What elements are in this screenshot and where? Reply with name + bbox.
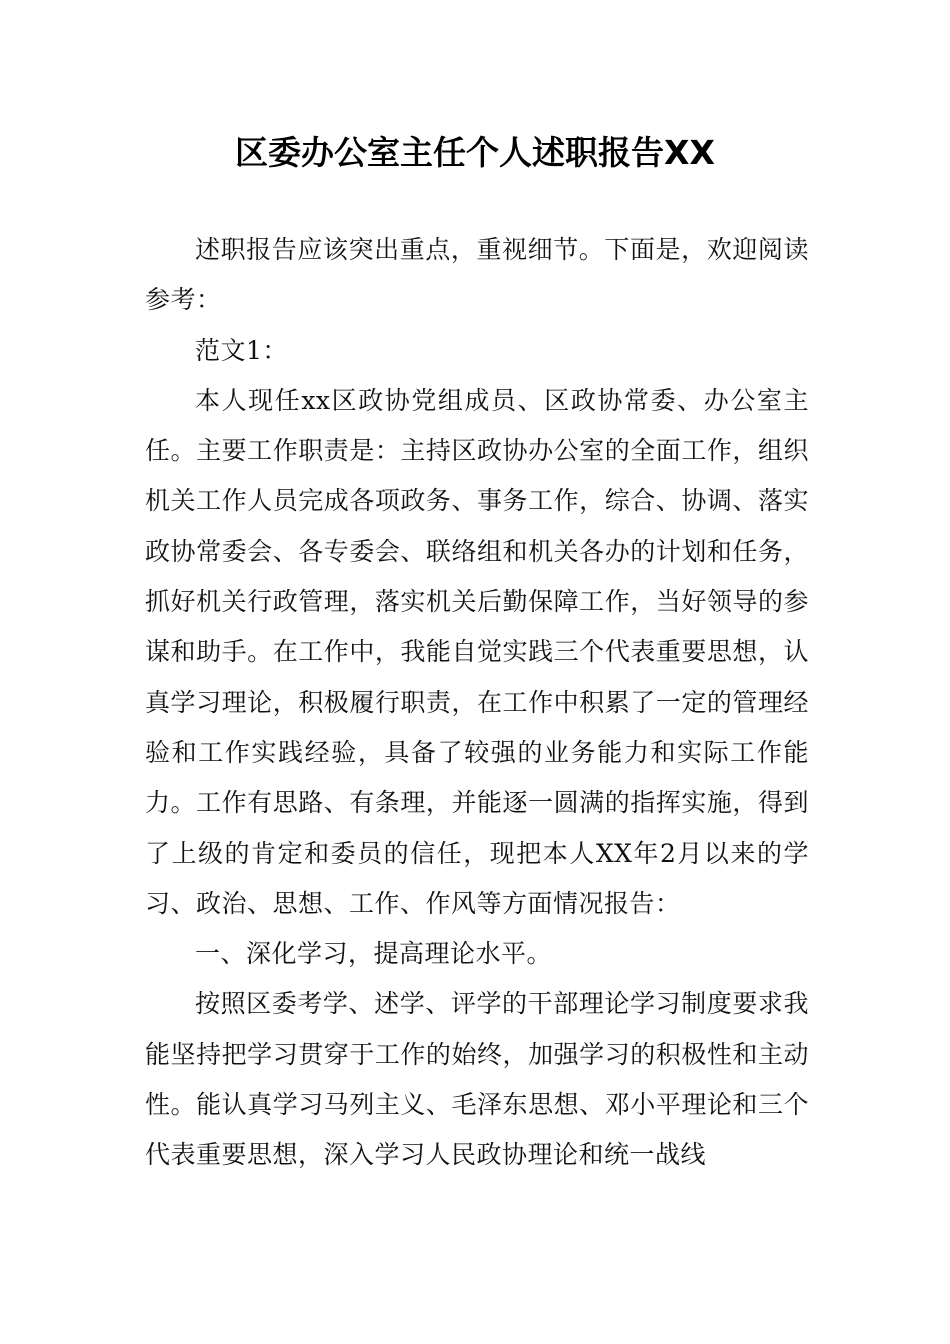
sample-heading: 范文1： [195,335,288,365]
body-paragraph: 本人现任xx区政协党组成员、区政协常委、办公室主任。主要工作职责是：主持区政协办公室的全面工作，组织机关工作人员完成各项政务、事务工作，综合、协调、落实政协常委会、各专委会、联络组和机关各办的计划和任务，抓好机关行政管理，落实机关后勤保障工作，当好领导的参谋和助手。在工作中，我能自觉实践三个代表重要思想，认真学习理论，积极履行职责，在工作中积累了一定的管理经验和工作实践经验，具备了较强的业务能力和实际工作能力。工作有思路、有条理，并能逐一圆满的指挥实施，得到了上级的肯定和委员的信任，现把本人XX年2月以来的学习、政治、思想、工作、作风等方面情况报告： [145,385,809,918]
document-title: 区委办公室主任个人述职报告XX [235,133,715,172]
intro-paragraph: 述职报告应该突出重点，重视细节。下面是，欢迎阅读参考： [145,235,809,315]
document-body [145,225,809,1181]
body-paragraph: 按照区委考学、述学、评学的干部理论学习制度要求我能坚持把学习贯穿于工作的始终，加强学习的积极性和主动性。能认真学习马列主义、毛泽东思想、邓小平理论和三个代表重要思想，深入学习人民政协理论和统一战线 [145,989,809,1170]
section-heading: 一、深化学习，提高理论水平。 [195,939,553,969]
